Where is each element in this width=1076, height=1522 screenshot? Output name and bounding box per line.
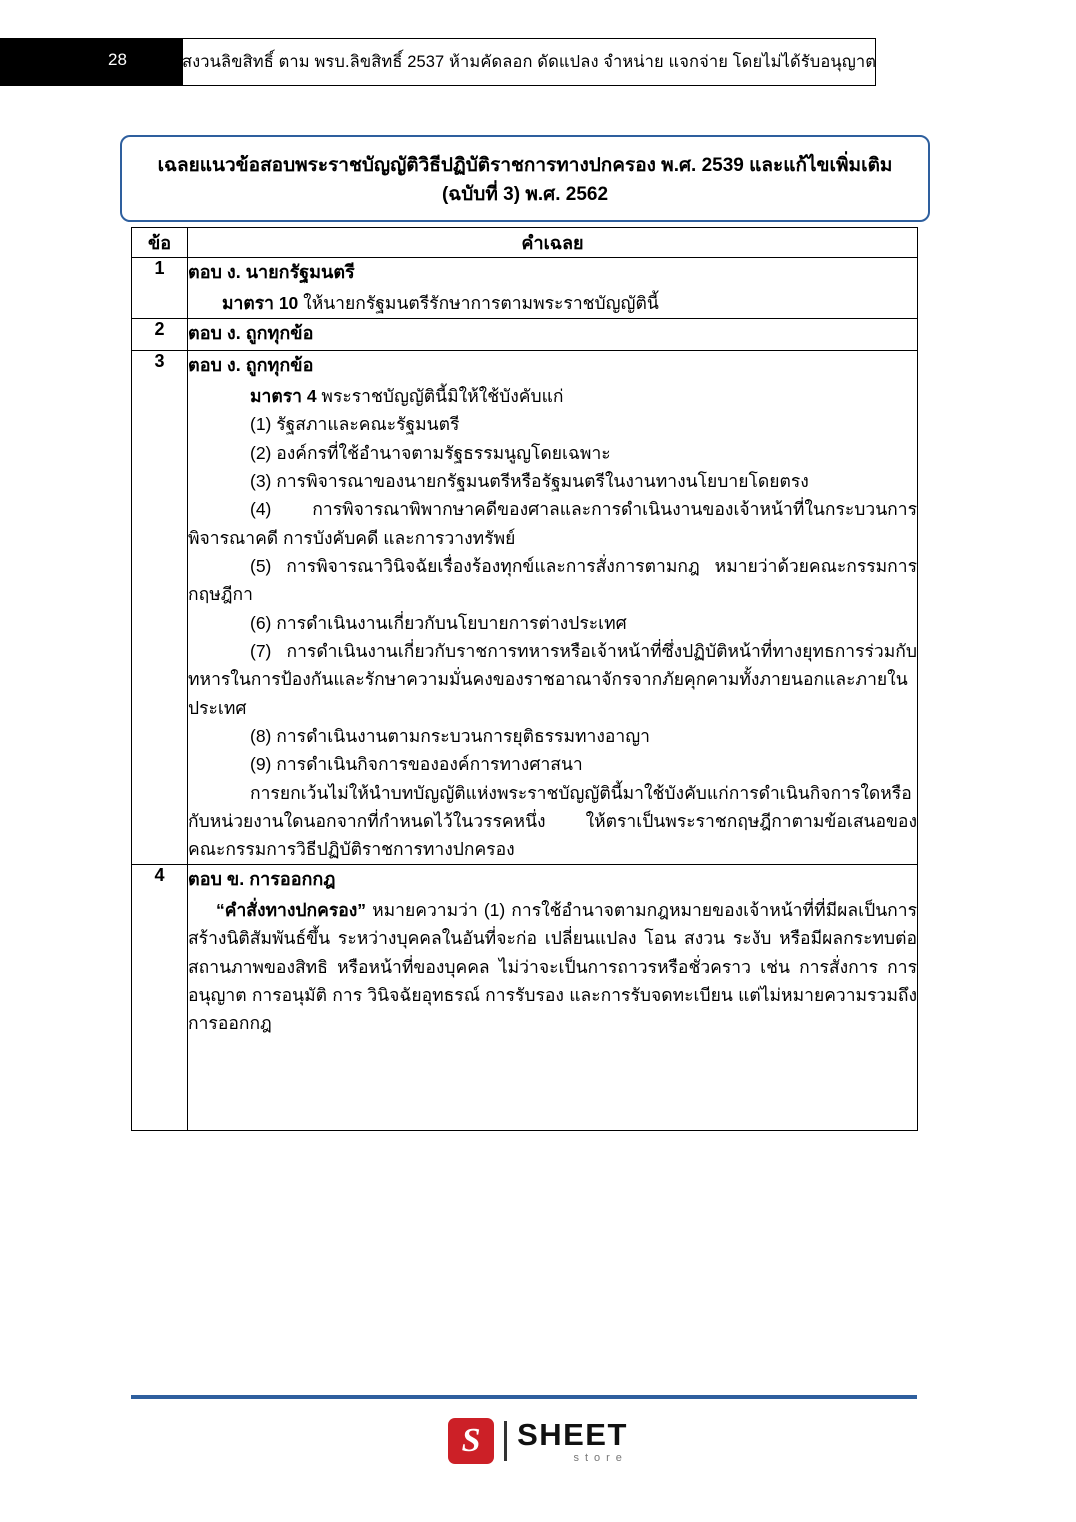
row-number: 2 bbox=[132, 318, 188, 350]
law-section-label: มาตรา 10 bbox=[222, 293, 299, 314]
answer-line: (5) การพิจารณาวินิจฉัยเรื่องร้องทุกข์และการสั่งการตามกฎ หมายว่าด้วยคณะกรรมการกฤษฎีกา bbox=[188, 555, 917, 605]
row-answer bbox=[188, 258, 918, 319]
logo-brand-sub: store bbox=[573, 1451, 628, 1464]
page-number-block bbox=[0, 38, 182, 86]
row-number: 4 bbox=[132, 864, 188, 1130]
table-row bbox=[132, 864, 918, 1130]
table-row bbox=[132, 258, 918, 319]
law-section-label: มาตรา 4 bbox=[250, 385, 317, 406]
row-answer bbox=[188, 318, 918, 350]
answer-heading: ตอบ ง. ถูกทุกข้อ bbox=[188, 354, 314, 375]
answer-line-text: หมายความว่า (1) การใช้อำนาจตามกฎหมายของเจ้าหน้าที่ที่มีผลเป็นการสร้างนิติสัมพันธ์ขึ้น ระหว่างบุคคลในอันที่จะก่อ เปลี่ยนแปลง โอน สงวน ระงับ หรือมีผลกระทบต่อสถานภาพของสิทธิ หรือหน้าที่ของบุคคล ไม่ว่าจะเป็นการถาวรหรือชั่วคราว เช่น การสั่งการ การอนุญาต การอนุมัติ การ วินิจฉัยอุทธรณ์ การรับรอง และการรับจดทะเบียน แต่ไม่หมายความรวมถึงการออกกฎ bbox=[188, 899, 917, 1034]
row-answer bbox=[188, 864, 918, 1130]
answer-line: (6) การดำเนินงานเกี่ยวกับนโยบายการต่างประเทศ bbox=[250, 612, 627, 633]
logo-brand-name: SHEET bbox=[517, 1416, 628, 1452]
document-title: เฉลยแนวข้อสอบพระราชบัญญัติวิธีปฏิบัติราชการทางปกครอง พ.ศ. 2539 และแก้ไขเพิ่มเติม (ฉบับที่ 3) พ.ศ. 2562 bbox=[120, 135, 930, 222]
answer-line: (2) องค์กรที่ใช้อำนาจตามรัฐธรรมนูญโดยเฉพาะ bbox=[250, 442, 611, 463]
row-number: 3 bbox=[132, 350, 188, 864]
table-header-row bbox=[132, 228, 918, 258]
page-header bbox=[0, 38, 1076, 86]
footer-divider bbox=[131, 1395, 917, 1399]
answer-line: (1) รัฐสภาและคณะรัฐมนตรี bbox=[250, 414, 460, 435]
answer-heading: ตอบ ข. การออกกฎ bbox=[188, 868, 336, 889]
row-number: 1 bbox=[132, 258, 188, 319]
answer-line: (7) การดำเนินงานเกี่ยวกับราชการทหารหรือเจ้าหน้าที่ซึ่งปฏิบัติหน้าที่ทางยุทธการร่วมกับทหารในการป้องกันและรักษาความมั่นคงของราชอาณาจักรจากภัยคุกคามทั้งภายนอกและภายในประเทศ bbox=[188, 640, 917, 718]
copyright-notice-text: สงวนลิขสิทธิ์ ตาม พรบ.ลิขสิทธิ์ 2537 ห้ามคัดลอก ดัดแปลง จำหน่าย แจกจ่าย โดยไม่ได้รับอนุญาต bbox=[181, 53, 877, 71]
answer-line: (3) การพิจารณาของนายกรัฐมนตรีหรือรัฐมนตรีในงานทางนโยบายโดยตรง bbox=[250, 470, 809, 491]
answer-line: (8) การดำเนินงานตามกระบวนการยุติธรรมทางอาญา bbox=[250, 725, 650, 746]
table-row bbox=[132, 350, 918, 864]
footer-logo bbox=[0, 1418, 1076, 1464]
cell-spacer bbox=[188, 1038, 917, 1130]
sheet-logo-icon: S bbox=[448, 1418, 494, 1464]
column-header-no: ข้อ bbox=[132, 228, 188, 258]
row-answer bbox=[188, 350, 918, 864]
answer-line: (4) การพิจารณาพิพากษาคดีของศาลและการดำเนินงานของเจ้าหน้าที่ในกระบวนการพิจารณาคดี การบังคับคดี และการวางทรัพย์ bbox=[188, 499, 917, 548]
answer-line bbox=[188, 289, 917, 317]
answer-line bbox=[188, 382, 917, 410]
answer-line: (9) การดำเนินกิจการขององค์การทางศาสนา bbox=[250, 754, 583, 775]
column-header-answer: คำเฉลย bbox=[188, 228, 918, 258]
defined-term: “คำสั่งทางปกครอง” bbox=[216, 899, 367, 920]
copyright-notice-box bbox=[182, 38, 876, 86]
answer-line-text: พระราชบัญญัตินี้มิให้ใช้บังคับแก่ bbox=[316, 385, 564, 406]
answer-line: การยกเว้นไม่ให้นำบทบัญญัติแห่งพระราชบัญญัตินี้มาใช้บังคับแก่การดำเนินกิจการใดหรือกับหน่วยงานใดนอกจากที่กำหนดไว้ในวรรคหนึ่ง ให้ตราเป็นพระราชกฤษฎีกาตามข้อเสนอของคณะกรรมการวิธีปฏิบัติราชการทางปกครอง bbox=[188, 782, 917, 860]
answer-line-text: ให้นายกรัฐมนตรีรักษาการตามพระราชบัญญัตินี้ bbox=[298, 293, 659, 314]
logo-divider bbox=[504, 1421, 507, 1461]
page-number: 28 bbox=[108, 50, 127, 69]
answer-line bbox=[188, 896, 917, 1038]
answer-heading: ตอบ ง. ถูกทุกข้อ bbox=[188, 322, 314, 343]
logo-text-group bbox=[517, 1416, 628, 1464]
answer-heading: ตอบ ง. นายกรัฐมนตรี bbox=[188, 262, 355, 282]
answer-key-table bbox=[131, 227, 918, 1131]
table-row bbox=[132, 318, 918, 350]
